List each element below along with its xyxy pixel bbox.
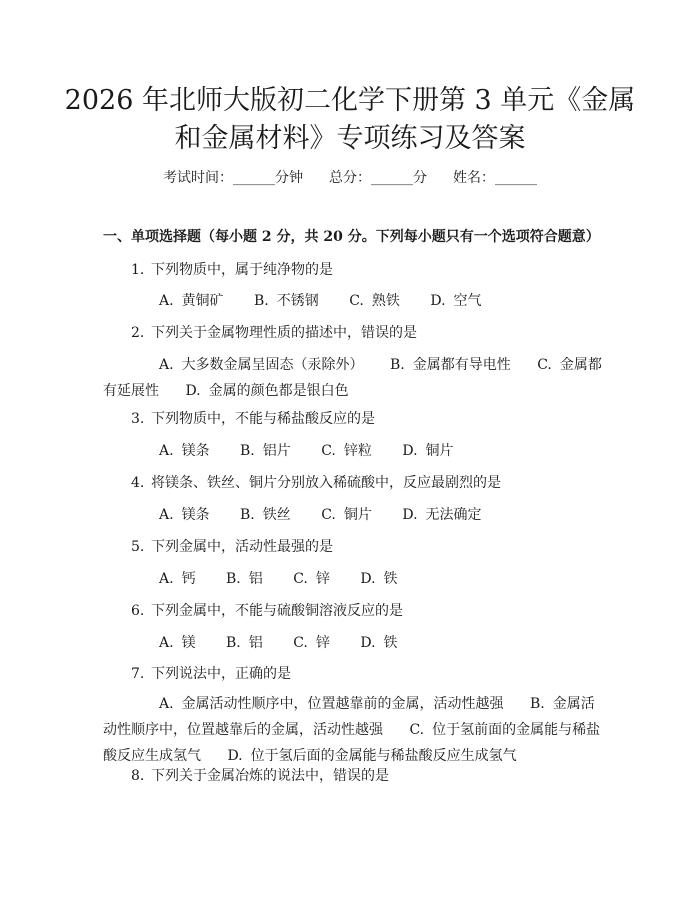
option-a: A. 大多数金属呈固态（汞除外） (159, 357, 364, 373)
document-title: 2026 年北师大版初二化学下册第 3 单元《金属和金属材料》专项练习及答案 (64, 85, 636, 154)
option-c: C. 位于氢前面的金属能与稀盐酸反应生成氢气 (103, 722, 601, 764)
question-number: 3. (131, 411, 145, 427)
option-c: C. 锌粒 (321, 443, 372, 459)
question-stem: 将镁条、铁丝、铜片分别放入稀硫酸中，反应最剧烈的是 (151, 475, 501, 491)
option-b: B. 不锈钢 (254, 293, 319, 309)
exam-meta (0, 168, 700, 188)
question-number: 5. (131, 539, 145, 555)
option-d: D. 空气 (430, 293, 482, 309)
option-c: C. 金属都有延展性 (103, 357, 602, 399)
question-1 (131, 260, 333, 280)
option-b: B. 铝 (226, 635, 263, 651)
question-number: 6. (131, 603, 145, 619)
total-score: 总分：______分 (329, 170, 427, 186)
option-a: A. 黄铜矿 (159, 293, 224, 309)
option-c: C. 铜片 (321, 507, 372, 523)
question-8 (131, 766, 389, 786)
option-a: A. 镁条 (159, 507, 210, 523)
question-stem: 下列关于金属冶炼的说法中，错误的是 (151, 768, 389, 784)
question-7 (131, 664, 291, 684)
option-d: D. 铁 (360, 635, 398, 651)
option-d: D. 金属的颜色都是银白色 (185, 383, 349, 399)
question-number: 4. (131, 475, 145, 491)
option-a: A. 钙 (159, 571, 196, 587)
option-d: D. 无法确定 (402, 507, 482, 523)
question-number: 2. (131, 325, 145, 341)
question-6-options (159, 633, 424, 653)
question-1-options (159, 291, 508, 311)
question-2 (131, 323, 417, 343)
question-stem: 下列物质中，不能与稀盐酸反应的是 (151, 411, 375, 427)
question-number: 8. (131, 768, 145, 784)
question-stem: 下列金属中，不能与硫酸铜溶液反应的是 (151, 603, 403, 619)
option-c: C. 锌 (293, 571, 330, 587)
question-4 (131, 473, 501, 493)
question-6 (131, 601, 403, 621)
option-c: C. 熟铁 (349, 293, 400, 309)
option-a: A. 金属活动性顺序中，位置越靠前的金属，活动性越强 (159, 696, 504, 712)
option-a: A. 镁条 (159, 443, 210, 459)
question-stem: 下列关于金属物理性质的描述中，错误的是 (151, 325, 417, 341)
option-b: B. 铝片 (240, 443, 291, 459)
question-3 (131, 409, 375, 429)
option-d: D. 铜片 (402, 443, 454, 459)
option-b: B. 铁丝 (240, 507, 291, 523)
question-5 (131, 537, 333, 557)
option-c: C. 锌 (293, 635, 330, 651)
option-d: D. 位于氢后面的金属能与稀盐酸反应生成氢气 (227, 748, 517, 764)
student-name: 姓名：______ (453, 170, 537, 186)
question-stem: 下列物质中，属于纯净物的是 (151, 262, 333, 278)
section-heading: 一、单项选择题（每小题 2 分，共 20 分。下列每小题只有一个选项符合题意） (103, 229, 600, 245)
question-number: 1. (131, 262, 145, 278)
question-number: 7. (131, 666, 145, 682)
question-4-options (159, 505, 508, 525)
question-5-options (159, 569, 424, 589)
option-b: B. 金属都有导电性 (390, 357, 511, 373)
option-b: B. 金属活动性顺序中，位置越靠后的金属，活动性越强 (103, 696, 595, 738)
option-d: D. 铁 (360, 571, 398, 587)
question-3-options (159, 441, 480, 461)
question-stem: 下列说法中，正确的是 (151, 666, 291, 682)
question-2-options (103, 352, 603, 404)
option-a: A. 镁 (159, 635, 196, 651)
question-7-options (103, 691, 603, 769)
option-b: B. 铝 (226, 571, 263, 587)
question-stem: 下列金属中，活动性最强的是 (151, 539, 333, 555)
exam-time: 考试时间：______分钟 (163, 170, 303, 186)
